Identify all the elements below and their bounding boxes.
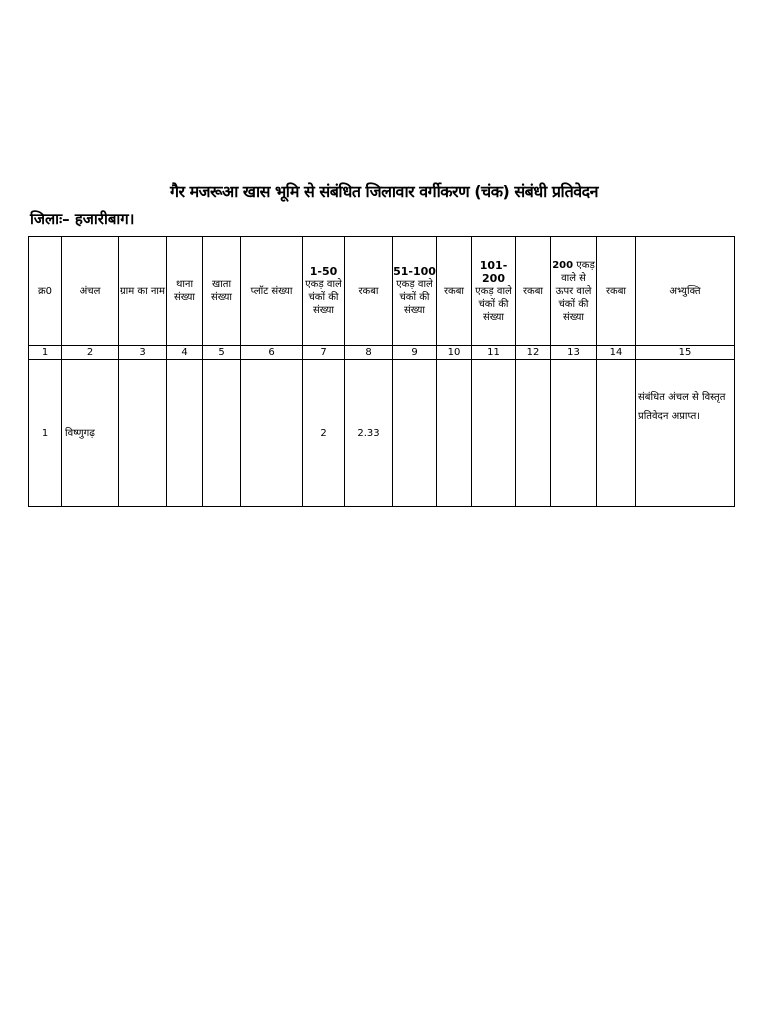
header-chunks-200-plus-text: एकड़ वाले से ऊपर वाले चंकों की संख्या (555, 259, 595, 323)
cell-remarks: संबंधित अंचल से विस्तृत प्रतिवेदन अप्राप्त। (636, 360, 735, 507)
header-serial: क्र0 (29, 237, 62, 346)
cell-serial: 1 (29, 360, 62, 507)
cell-chunks-1-50: 2 (303, 360, 345, 507)
cell-area-200-plus (597, 360, 636, 507)
column-number: 7 (303, 346, 345, 360)
column-number: 3 (119, 346, 167, 360)
column-number: 1 (29, 346, 62, 360)
header-chunks-1-50 (303, 237, 345, 346)
header-row (29, 237, 735, 346)
cell-chunks-101-200 (472, 360, 516, 507)
report-table (28, 236, 735, 507)
header-thana-number: थाना संख्या (167, 237, 203, 346)
header-khata-number: खाता संख्या (203, 237, 241, 346)
report-title: गैर मजरूआ खास भूमि से संबंधित जिलावार वर्गीकरण (चंक) संबंधी प्रतिवेदन (169, 182, 599, 201)
header-anchal: अंचल (62, 237, 119, 346)
cell-chunks-51-100 (393, 360, 437, 507)
header-chunks-101-200 (472, 237, 516, 346)
column-number: 6 (241, 346, 303, 360)
cell-chunks-200-plus (551, 360, 597, 507)
header-area-1-50: रकबा (345, 237, 393, 346)
cell-khata-number (203, 360, 241, 507)
column-number: 8 (345, 346, 393, 360)
column-number: 12 (516, 346, 551, 360)
header-chunks-200-plus (551, 237, 597, 346)
table-row (29, 360, 735, 507)
column-number: 11 (472, 346, 516, 360)
header-chunks-1-50-text: एकड़ वाले चंकों की संख्या (305, 279, 342, 316)
header-range-1-50: 1-50 (309, 265, 338, 278)
column-number: 13 (551, 346, 597, 360)
header-range-101-200: 101-200 (479, 258, 508, 285)
column-number-row (29, 346, 735, 360)
cell-village-name (119, 360, 167, 507)
cell-area-51-100 (437, 360, 472, 507)
header-area-101-200: रकबा (516, 237, 551, 346)
header-village-name: ग्राम का नाम (119, 237, 167, 346)
column-number: 15 (636, 346, 735, 360)
column-number: 9 (393, 346, 437, 360)
cell-anchal: विष्णुगढ़ (62, 360, 119, 507)
header-chunks-101-200-text: एकड़ वाले चंकों की संख्या (475, 285, 512, 323)
cell-thana-number (167, 360, 203, 507)
column-number: 10 (437, 346, 472, 360)
header-area-200-plus: रकबा (597, 237, 636, 346)
header-remarks: अभ्युक्ति (636, 237, 735, 346)
column-number: 2 (62, 346, 119, 360)
column-number: 4 (167, 346, 203, 360)
header-plot-number: प्लॉट संख्या (241, 237, 303, 346)
column-number: 14 (597, 346, 636, 360)
district-label: जिलाः– हजारीबाग। (30, 210, 135, 228)
header-range-200: 200 (552, 259, 574, 271)
header-range-51-100: 51-100 (393, 265, 436, 278)
cell-area-101-200 (516, 360, 551, 507)
header-area-51-100: रकबा (437, 237, 472, 346)
header-chunks-51-100 (393, 237, 437, 346)
header-chunks-51-100-text: एकड़ वाले चंकों की संख्या (396, 279, 433, 316)
cell-area-1-50: 2.33 (345, 360, 393, 507)
cell-plot-number (241, 360, 303, 507)
column-number: 5 (203, 346, 241, 360)
